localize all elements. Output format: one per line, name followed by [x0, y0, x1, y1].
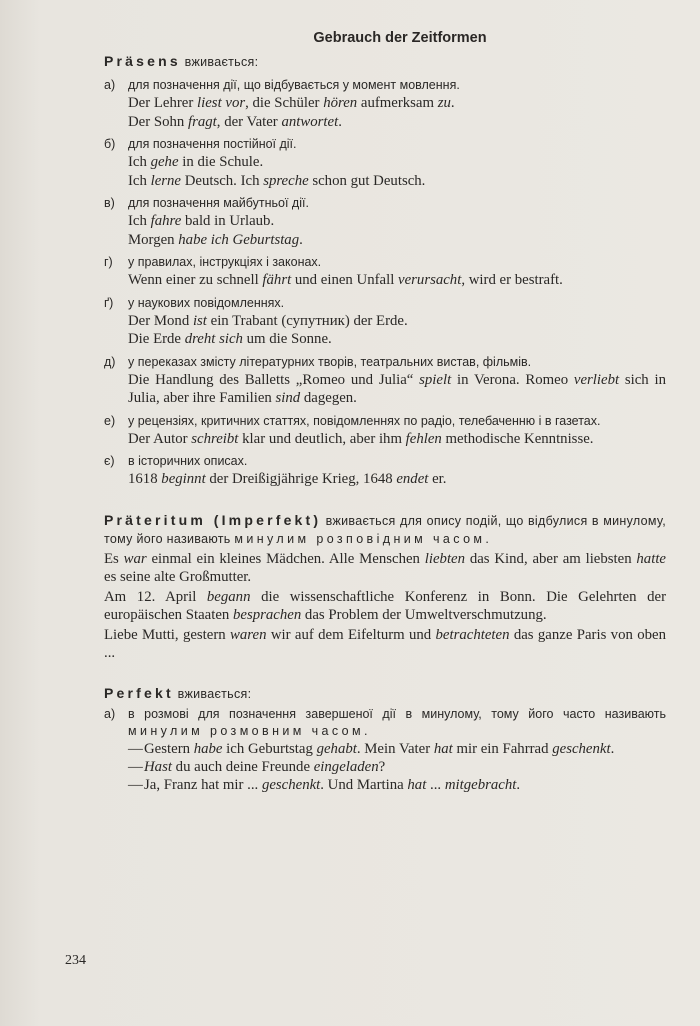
dialog-verb: eingeladen	[313, 758, 379, 775]
example-sentence	[128, 312, 666, 331]
example-verb: ist	[192, 312, 207, 329]
prasens-usage-item	[104, 254, 666, 290]
dialog-dash: —	[128, 776, 143, 793]
dialog-text: ...	[426, 776, 445, 793]
example-text: Die Erde	[128, 331, 185, 347]
example-block	[104, 430, 666, 449]
dialog-text: .	[610, 740, 615, 757]
example-sentence	[128, 430, 666, 449]
dialog-verb: hat	[407, 776, 427, 793]
page-number: 234	[65, 953, 86, 968]
example-text: , wird er bestraft.	[461, 272, 563, 288]
example-text: sich in Julia, aber ihre Familien	[128, 371, 666, 406]
dialog-text	[144, 758, 666, 776]
usage-head	[104, 354, 666, 371]
perfekt-header	[104, 684, 666, 704]
usage-head	[104, 195, 666, 212]
usage-head	[104, 77, 666, 94]
dialog-dash: —	[128, 740, 143, 757]
example-text: einmal ein kleines Mädchen. Alle Menschen	[146, 550, 425, 567]
usage-description: для позначення постійної дії.	[128, 137, 297, 151]
prasens-usage-item	[104, 354, 666, 408]
example-text: Morgen	[128, 231, 179, 248]
example-text: Wenn einer zu schnell	[128, 272, 263, 288]
example-text: Der Sohn	[128, 113, 189, 130]
example-verb: spreche	[263, 172, 309, 189]
usage-head	[104, 295, 666, 312]
usage-description: у переказах змісту літературних творів, театральних вистав, фільмів.	[128, 354, 532, 369]
dialog-verb: Hast	[144, 758, 172, 775]
example-verb: antwortet	[281, 113, 339, 130]
example-text: Die Handlung des Balletts „Romeo und Julia“	[128, 371, 420, 388]
example-sentence	[128, 470, 666, 489]
prasens-term: Präsens	[104, 53, 181, 69]
example-paragraph	[104, 626, 666, 662]
example-verb: betrachteten	[435, 626, 510, 643]
example-verb: fehlen	[405, 430, 442, 447]
example-block	[104, 212, 666, 249]
prateritum-intro: вживається для опису подій, що відбулися в минулому, тому його називають	[104, 513, 667, 546]
example-text: Am 12. April	[104, 588, 207, 605]
usage-head	[104, 453, 666, 470]
example-text: in die Schule.	[178, 154, 264, 170]
example-block	[104, 312, 666, 349]
example-verb: hören	[323, 95, 358, 111]
example-sentence	[128, 113, 666, 132]
item-mark: б)	[104, 137, 116, 151]
example-text: Deutsch. Ich	[181, 172, 264, 189]
example-text: bald in Urlaub.	[181, 213, 275, 229]
usage-head	[104, 413, 666, 430]
example-sentence	[128, 94, 666, 113]
perfekt-intro: вживається:	[173, 686, 252, 701]
example-verb: begann	[206, 588, 251, 605]
example-text: der Dreißigjährige Krieg, 1648	[205, 471, 397, 487]
dialog-verb: geschenkt	[261, 776, 321, 793]
prasens-header	[104, 52, 666, 72]
dialog-text: . Und Martina	[320, 776, 408, 793]
dialog-line	[128, 758, 666, 776]
item-mark: в)	[104, 196, 115, 210]
example-text: Der Autor	[128, 430, 192, 447]
example-text: 1618	[128, 471, 162, 487]
example-verb: verursacht	[398, 272, 462, 288]
item-mark: е)	[104, 413, 116, 428]
usage-head	[104, 254, 666, 271]
prasens-usage-item	[104, 77, 666, 131]
dialog-text: ich Geburtstag	[222, 740, 317, 757]
dialog-line	[128, 740, 666, 758]
usage-description: в історичних описах.	[128, 454, 248, 468]
prasens-usage-item	[104, 453, 666, 489]
example-verb: dreht sich	[184, 331, 243, 347]
example-verb: verliebt	[573, 371, 620, 388]
example-text: Der Lehrer	[128, 95, 198, 111]
dialog-text	[144, 740, 666, 758]
example-verb: waren	[230, 626, 267, 643]
example-block	[104, 153, 666, 190]
dialog-text	[144, 776, 666, 794]
example-text: Ich	[128, 213, 151, 229]
example-paragraph	[104, 588, 666, 624]
perfekt-item-end: .	[364, 723, 368, 738]
usage-description: у рецензіях, критичних статтях, повідомленнях по радіо, телебаченню і в газетах.	[128, 413, 601, 428]
example-text: die wissenschaftliche Konferenz in Bonn. Die Gelehrten der europäischen Staaten	[104, 588, 666, 623]
item-mark: а)	[104, 78, 116, 92]
dialog-verb: habe	[193, 740, 223, 757]
example-text: klar und deutlich, aber ihm	[238, 430, 406, 447]
example-block	[104, 470, 666, 489]
dialog-line	[128, 776, 666, 794]
prateritum-term2: минулим розповідним часом	[234, 531, 486, 546]
item-mark: ґ)	[104, 295, 114, 310]
example-text: das Kind, aber am liebsten	[465, 550, 637, 567]
example-sentence	[128, 153, 666, 172]
example-text: Es	[104, 550, 124, 567]
dialog-text: mir ein Fahrrad	[452, 740, 553, 757]
example-verb: liest vor	[197, 95, 246, 111]
example-block	[104, 94, 666, 131]
item-mark: є)	[104, 454, 115, 468]
example-text: es seine alte Großmutter.	[104, 568, 252, 585]
example-text: wir auf dem Eifelturm und	[266, 626, 436, 643]
perfekt-item-text	[128, 706, 666, 740]
example-text: Ich	[128, 172, 151, 189]
example-text: aufmerksam	[357, 95, 438, 111]
example-text: das ganze Paris von oben ...	[104, 626, 666, 661]
dialog-text: ?	[378, 758, 386, 775]
example-verb: habe ich Geburtstag	[178, 231, 300, 248]
prasens-usage-list	[104, 77, 666, 489]
example-text: und einen Unfall	[291, 272, 399, 288]
prateritum-header	[104, 511, 666, 548]
perfekt-usage-item	[104, 706, 666, 794]
perfekt-item-term: минулим розмовним часом	[128, 723, 365, 738]
example-block	[104, 371, 666, 408]
example-text: Ich	[128, 154, 151, 170]
example-text: dagegen.	[300, 390, 357, 406]
example-text: er.	[428, 471, 447, 487]
example-text: .	[338, 113, 342, 130]
prateritum-intro-end: .	[485, 531, 490, 546]
example-verb: fragt	[188, 113, 217, 130]
example-sentence	[128, 212, 666, 231]
perfekt-usage-head	[104, 706, 666, 740]
example-verb: hatte	[636, 550, 666, 567]
dialog-verb: geschenkt	[552, 740, 611, 757]
example-verb: sind	[275, 390, 301, 406]
example-verb: spielt	[419, 371, 452, 388]
prasens-intro: вживається:	[180, 55, 259, 69]
perfekt-item-head: в розмові для позначення завершеної дії в минулому, тому його часто називають	[128, 706, 666, 721]
prasens-usage-item	[104, 136, 666, 190]
example-text: , der Vater	[216, 113, 282, 130]
example-verb: lerne	[150, 172, 181, 189]
example-sentence	[128, 371, 666, 408]
prateritum-term: Präteritum (Imperfekt)	[104, 511, 322, 528]
dialog-text: Ja, Franz hat mir ...	[144, 776, 262, 793]
usage-description: у правилах, інструкціях і законах.	[128, 255, 322, 269]
prasens-usage-item	[104, 295, 666, 349]
example-text: methodische Kenntnisse.	[441, 430, 594, 447]
example-text: , die Schüler	[245, 95, 324, 111]
example-paragraph	[104, 550, 666, 586]
example-verb: beginnt	[161, 471, 206, 487]
example-sentence	[128, 330, 666, 349]
example-verb: schreibt	[191, 430, 239, 447]
item-mark: д)	[104, 354, 116, 369]
example-sentence	[128, 231, 666, 250]
example-text: um die Sonne.	[242, 331, 332, 347]
usage-head	[104, 136, 666, 153]
dialog-verb: hat	[433, 740, 453, 757]
example-block	[104, 271, 666, 290]
example-verb: besprachen	[233, 606, 302, 623]
prasens-usage-item	[104, 413, 666, 449]
dialog-verb: mitgebracht	[444, 776, 517, 793]
example-sentence	[128, 172, 666, 191]
example-text: das Problem der Umweltverschmutzung.	[301, 606, 547, 623]
dialog-text: .	[516, 776, 521, 793]
perfekt-item-mark: а)	[104, 706, 116, 721]
usage-description: для позначення дії, що відбувається у момент мовлення.	[128, 78, 460, 92]
example-text: Liebe Mutti, gestern	[104, 626, 231, 643]
example-text: schon gut Deutsch.	[308, 172, 426, 189]
dialog-text: du auch deine Freunde	[171, 758, 314, 775]
dialog-verb: gehabt	[316, 740, 357, 757]
perfekt-dialog	[104, 740, 666, 794]
dialog-text: . Mein Vater	[356, 740, 434, 757]
example-text: Der Mond	[128, 312, 193, 329]
page-title: Gebrauch der Zeitformen	[313, 30, 487, 46]
example-text: .	[450, 95, 455, 111]
example-sentence	[128, 271, 666, 290]
prasens-usage-item	[104, 195, 666, 249]
dialog-dash: —	[128, 758, 143, 775]
example-text: ein Trabant (супутник) der Erde.	[206, 312, 408, 329]
example-text: in Verona. Romeo	[451, 371, 574, 388]
example-verb: zu	[437, 95, 451, 111]
item-mark: г)	[104, 255, 113, 269]
example-verb: gehe	[150, 154, 179, 170]
usage-description: у наукових повідомленнях.	[128, 295, 285, 310]
example-verb: fahre	[150, 213, 182, 229]
perfekt-term: Perfekt	[104, 684, 174, 701]
dialog-text: Gestern	[144, 740, 194, 757]
example-verb: liebten	[424, 550, 466, 567]
prateritum-examples	[104, 550, 666, 662]
example-text: .	[299, 231, 303, 248]
example-verb: war	[123, 550, 147, 567]
example-verb: endet	[396, 471, 429, 487]
example-verb: fährt	[262, 272, 292, 288]
usage-description: для позначення майбутньої дії.	[128, 196, 309, 210]
